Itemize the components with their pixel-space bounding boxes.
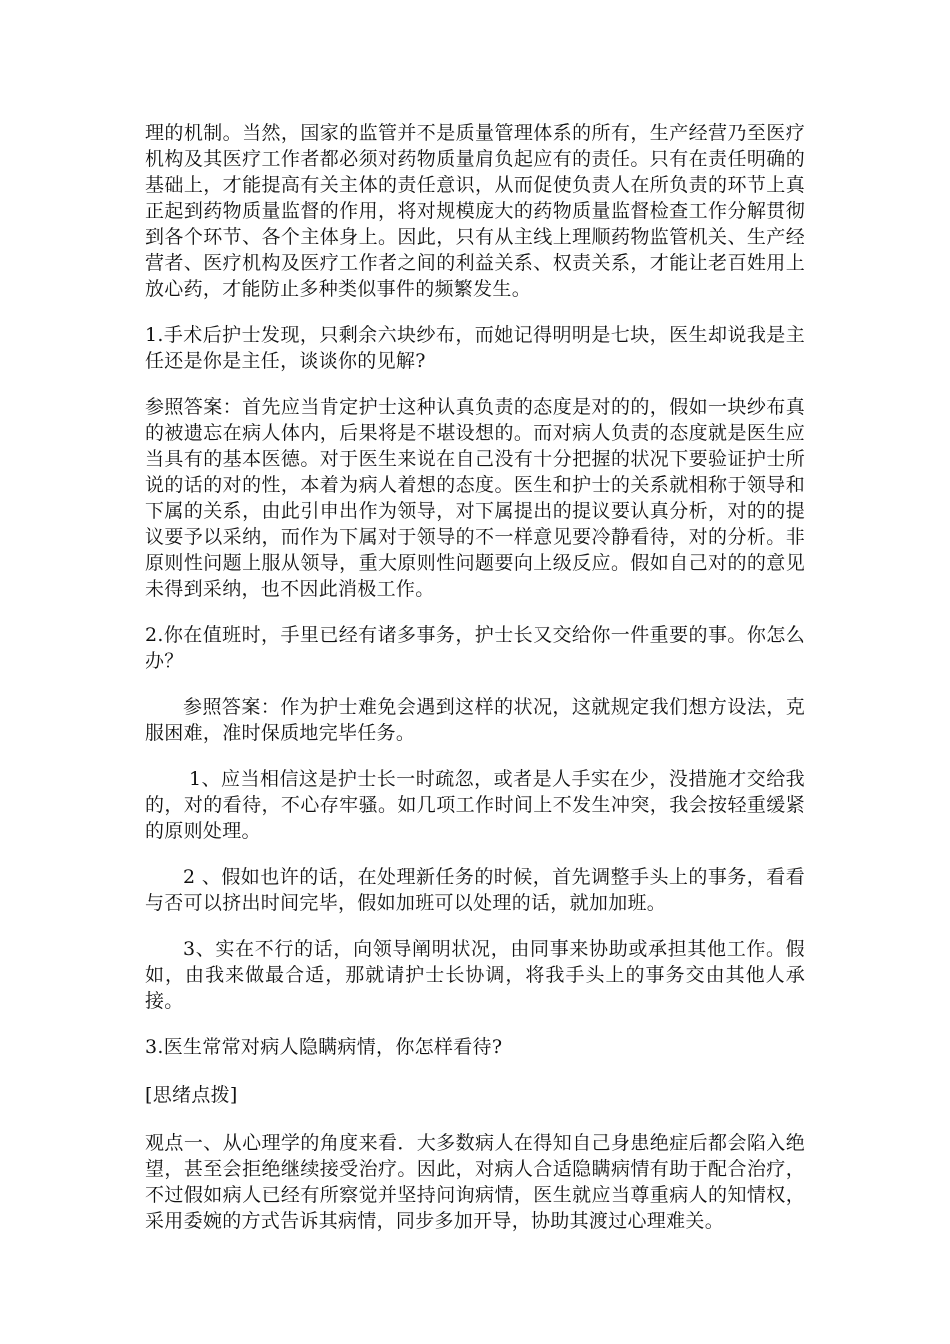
hint-heading: [思绪点拨] bbox=[145, 1084, 238, 1106]
question-2: 2.你在值班时，手里已经有诸多事务，护士长又交给你一件重要的事。你怎么办？ bbox=[145, 624, 805, 672]
answer-2-point-1: 1、应当相信这是护士长一时疏忽，或者是人手实在少，没措施才交给我的，对的看待，不心存牢骚。如几项工作时间上不发生冲突，我会按轻重缓紧的原则处理。 bbox=[145, 768, 805, 842]
answer-1: 参照答案：首先应当肯定护士这种认真负责的态度是对的的，假如一块纱布真的被遗忘在病人体内，后果将是不堪设想的。而对病人负责的态度就是医生应当具有的基本医德。对于医生来说在自己没有十分把握的状况下要验证护士所说的话的对的性，本着为病人着想的态度。医生和护士的关系就相称于领导和下属的关系，由此引申出作为领导，对下属提出的提议要认真分析，对的的提议要予以采纳，而作为下属对于领导的不一样意见要冷静看待，对的分析。非原则性问题上服从领导，重大原则性问题要向上级反应。假如自己对的的意见未得到采纳，也不因此消极工作。 bbox=[145, 396, 805, 600]
paragraph-regulation-mechanism: 理的机制。当然，国家的监管并不是质量管理体系的所有，生产经营乃至医疗机构及其医疗工作者都必须对药物质量肩负起应有的责任。只有在责任明确的基础上，才能提高有关主体的责任意识，从而促使负责人在所负责的环节上真正起到药物质量监督的作用，将对规模庞大的药物质量监督检查工作分解贯彻到各个环节、各个主体身上。因此，只有从主线上理顺药物监管机关、生产经营者、医疗机构及医疗工作者之间的利益关系、权责关系，才能让老百姓用上放心药，才能防止多种类似事件的频繁发生。 bbox=[145, 122, 805, 300]
question-1: 1.手术后护士发现，只剩余六块纱布，而她记得明明是七块，医生却说我是主任还是你是主任，谈谈你的见解? bbox=[145, 324, 805, 372]
answer-2-point-2: 2 、假如也许的话，在处理新任务的时候，首先调整手头上的事务，看看与否可以挤出时间完毕，假如加班可以处理的话，就加加班。 bbox=[145, 866, 805, 914]
answer-2-intro: 参照答案：作为护士难免会遇到这样的状况，这就规定我们想方设法，克服困难，准时保质地完毕任务。 bbox=[145, 696, 805, 744]
document-body bbox=[145, 120, 805, 1254]
answer-2-point-3: 3、实在不行的话，向领导阐明状况，由同事来协助或承担其他工作。假如，由我来做最合适，那就请护士长协调，将我手头上的事务交由其他人承接。 bbox=[145, 938, 805, 1012]
viewpoint-1: 观点一、从心理学的角度来看．大多数病人在得知自己身患绝症后都会陷入绝望，甚至会拒绝继续接受治疗。因此，对病人合适隐瞒病情有助于配合治疗，不过假如病人已经有所察觉并坚持问询病情，医生就应当尊重病人的知情权，采用委婉的方式告诉其病情，同步多加开导，协助其渡过心理难关。 bbox=[145, 1132, 805, 1232]
question-3: 3.医生常常对病人隐瞒病情，你怎样看待? bbox=[145, 1036, 503, 1058]
